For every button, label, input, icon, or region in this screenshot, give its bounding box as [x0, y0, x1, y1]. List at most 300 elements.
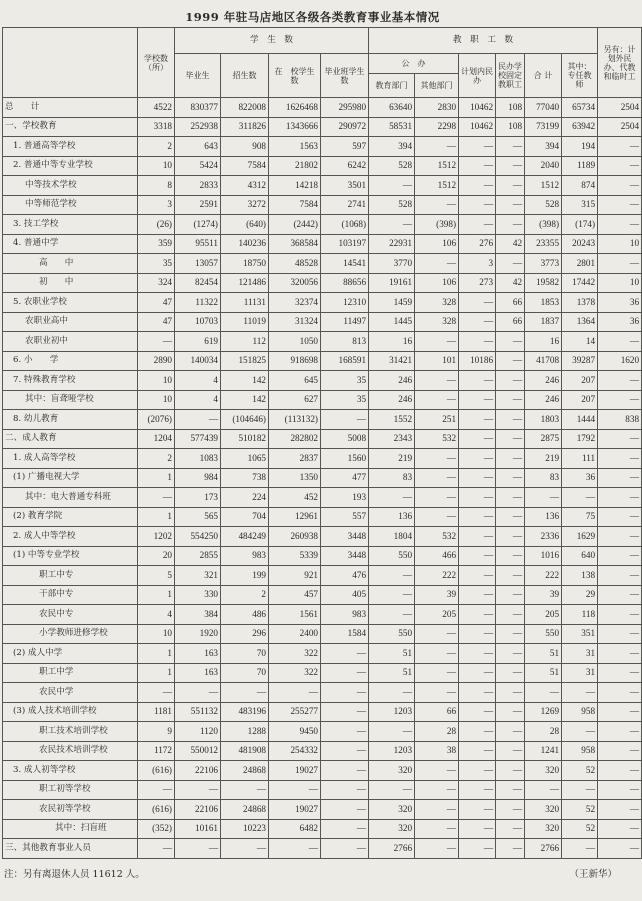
- table-cell: —: [459, 176, 496, 196]
- table-cell: 246: [369, 371, 415, 391]
- table-cell: 246: [525, 390, 562, 410]
- table-cell: —: [598, 371, 642, 391]
- table-row: [3, 819, 642, 839]
- table-cell: —: [562, 683, 598, 703]
- table-cell: 205: [415, 605, 459, 625]
- table-cell: 2298: [415, 117, 459, 137]
- table-row: [3, 215, 642, 235]
- table-cell: —: [525, 780, 562, 800]
- row-label: (1) 广播电视大学: [3, 468, 138, 488]
- table-cell: 921: [269, 566, 321, 586]
- table-cell: —: [459, 215, 496, 235]
- table-cell: 1445: [369, 312, 415, 332]
- table-cell: 7584: [221, 156, 269, 176]
- table-cell: 101: [415, 351, 459, 371]
- table-cell: 6482: [269, 819, 321, 839]
- table-cell: —: [496, 761, 525, 781]
- table-cell: —: [138, 332, 175, 352]
- table-cell: 1203: [369, 702, 415, 722]
- row-label: 1. 成人高等学校: [3, 449, 138, 469]
- table-cell: 1459: [369, 293, 415, 313]
- table-cell: —: [369, 683, 415, 703]
- table-cell: 255277: [269, 702, 321, 722]
- table-cell: —: [598, 585, 642, 605]
- table-cell: —: [598, 254, 642, 274]
- table-cell: 2833: [175, 176, 221, 196]
- table-cell: 1083: [175, 449, 221, 469]
- table-cell: 918698: [269, 351, 321, 371]
- table-cell: 108: [496, 98, 525, 118]
- table-cell: 984: [175, 468, 221, 488]
- table-cell: 1202: [138, 527, 175, 547]
- table-cell: 1016: [525, 546, 562, 566]
- table-cell: 118: [562, 605, 598, 625]
- table-cell: 1269: [525, 702, 562, 722]
- table-cell: 42: [496, 234, 525, 254]
- table-cell: 1: [138, 507, 175, 527]
- table-row: [3, 722, 642, 742]
- table-cell: 328: [415, 312, 459, 332]
- table-cell: —: [459, 137, 496, 157]
- table-cell: 2343: [369, 429, 415, 449]
- table-cell: 3448: [321, 527, 369, 547]
- table-cell: —: [321, 761, 369, 781]
- table-cell: —: [496, 332, 525, 352]
- table-cell: 70: [221, 663, 269, 683]
- row-label: 农职业初中: [3, 332, 138, 352]
- table-row: [3, 410, 642, 430]
- table-cell: 28: [415, 722, 459, 742]
- table-cell: 251: [415, 410, 459, 430]
- table-cell: 321: [175, 566, 221, 586]
- table-cell: —: [459, 800, 496, 820]
- table-cell: 3: [138, 195, 175, 215]
- table-cell: —: [459, 722, 496, 742]
- table-cell: —: [369, 215, 415, 235]
- table-cell: 7584: [269, 195, 321, 215]
- table-cell: 322: [269, 663, 321, 683]
- fulltime-header: 其中：专任教师: [562, 54, 598, 98]
- table-cell: 1552: [369, 410, 415, 430]
- table-cell: —: [598, 780, 642, 800]
- row-label: 总 计: [3, 98, 138, 118]
- table-cell: —: [459, 702, 496, 722]
- table-cell: 405: [321, 585, 369, 605]
- table-cell: 394: [525, 137, 562, 157]
- row-label: 高 中: [3, 254, 138, 274]
- table-cell: —: [138, 839, 175, 859]
- table-cell: 3272: [221, 195, 269, 215]
- table-cell: 142: [221, 371, 269, 391]
- table-cell: —: [459, 644, 496, 664]
- table-cell: —: [459, 624, 496, 644]
- table-cell: (616): [138, 761, 175, 781]
- row-label: 6. 小 学: [3, 351, 138, 371]
- table-row: [3, 546, 642, 566]
- row-label: 职工初等学校: [3, 780, 138, 800]
- row-label: 职工中专: [3, 566, 138, 586]
- table-cell: 4312: [221, 176, 269, 196]
- table-cell: 35: [138, 254, 175, 274]
- schools-header: 学校数（所）: [138, 28, 175, 98]
- table-row: [3, 663, 642, 683]
- table-cell: —: [459, 410, 496, 430]
- table-row: [3, 839, 642, 859]
- table-cell: 320: [369, 800, 415, 820]
- table-row: [3, 527, 642, 547]
- row-label: 初 中: [3, 273, 138, 293]
- table-cell: 9450: [269, 722, 321, 742]
- table-cell: 52: [562, 761, 598, 781]
- table-cell: 483196: [221, 702, 269, 722]
- table-cell: 10: [138, 390, 175, 410]
- table-cell: 359: [138, 234, 175, 254]
- table-cell: 111: [562, 449, 598, 469]
- table-cell: 31421: [369, 351, 415, 371]
- table-cell: 2336: [525, 527, 562, 547]
- table-cell: 10462: [459, 98, 496, 118]
- row-label: 2. 普通中等专业学校: [3, 156, 138, 176]
- table-cell: —: [598, 702, 642, 722]
- table-cell: —: [496, 702, 525, 722]
- table-cell: —: [562, 722, 598, 742]
- table-cell: 3770: [369, 254, 415, 274]
- table-cell: 20243: [562, 234, 598, 254]
- table-cell: 254332: [269, 741, 321, 761]
- table-cell: 477: [321, 468, 369, 488]
- table-cell: —: [496, 722, 525, 742]
- label-header: [3, 28, 138, 98]
- table-cell: 1620: [598, 351, 642, 371]
- table-cell: 2830: [415, 98, 459, 118]
- row-label: 干部中专: [3, 585, 138, 605]
- table-cell: 2: [221, 585, 269, 605]
- table-cell: 2400: [269, 624, 321, 644]
- table-cell: 193: [321, 488, 369, 508]
- table-cell: 22931: [369, 234, 415, 254]
- table-cell: (398): [525, 215, 562, 235]
- table-cell: 1241: [525, 741, 562, 761]
- row-label: 农民中专: [3, 605, 138, 625]
- table-cell: —: [321, 702, 369, 722]
- table-cell: 1561: [269, 605, 321, 625]
- table-cell: —: [459, 605, 496, 625]
- table-cell: 10703: [175, 312, 221, 332]
- table-cell: 36: [562, 468, 598, 488]
- table-cell: —: [321, 663, 369, 683]
- table-cell: —: [598, 819, 642, 839]
- planned-private-header: 计划内民 办: [459, 54, 496, 98]
- table-cell: —: [175, 683, 221, 703]
- table-cell: 41708: [525, 351, 562, 371]
- row-label: 一、学校教育: [3, 117, 138, 137]
- row-label: 农民初等学校: [3, 800, 138, 820]
- table-cell: 11019: [221, 312, 269, 332]
- table-row: [3, 741, 642, 761]
- table-cell: 2875: [525, 429, 562, 449]
- table-cell: —: [496, 566, 525, 586]
- table-cell: 88656: [321, 273, 369, 293]
- table-cell: 20: [138, 546, 175, 566]
- table-cell: 643: [175, 137, 221, 157]
- table-cell: —: [369, 780, 415, 800]
- table-cell: —: [496, 195, 525, 215]
- table-cell: 3501: [321, 176, 369, 196]
- table-cell: 51: [525, 644, 562, 664]
- table-cell: —: [598, 624, 642, 644]
- table-cell: (1274): [175, 215, 221, 235]
- table-cell: (616): [138, 800, 175, 820]
- table-cell: 52: [562, 800, 598, 820]
- table-cell: 311826: [221, 117, 269, 137]
- table-cell: 2040: [525, 156, 562, 176]
- table-cell: —: [415, 254, 459, 274]
- table-cell: —: [415, 819, 459, 839]
- table-cell: 874: [562, 176, 598, 196]
- table-cell: 9: [138, 722, 175, 742]
- table-cell: —: [496, 254, 525, 274]
- table-cell: —: [415, 780, 459, 800]
- table-row: [3, 273, 642, 293]
- table-cell: 207: [562, 390, 598, 410]
- students-header: 学 生 数: [175, 28, 369, 54]
- table-cell: 1512: [415, 156, 459, 176]
- table-cell: 273: [459, 273, 496, 293]
- table-cell: 63942: [562, 117, 598, 137]
- table-cell: 222: [415, 566, 459, 586]
- table-cell: 1203: [369, 741, 415, 761]
- table-cell: 2591: [175, 195, 221, 215]
- table-cell: (352): [138, 819, 175, 839]
- table-cell: —: [496, 624, 525, 644]
- table-cell: —: [459, 683, 496, 703]
- table-cell: 1803: [525, 410, 562, 430]
- table-cell: —: [415, 663, 459, 683]
- table-cell: —: [459, 819, 496, 839]
- table-cell: —: [459, 741, 496, 761]
- table-cell: —: [496, 410, 525, 430]
- table-cell: —: [369, 488, 415, 508]
- table-cell: 484249: [221, 527, 269, 547]
- table-cell: 168591: [321, 351, 369, 371]
- other-dept-header: 其他部门: [415, 74, 459, 98]
- table-cell: 1: [138, 585, 175, 605]
- row-label: 职工中学: [3, 663, 138, 683]
- table-cell: —: [321, 741, 369, 761]
- table-cell: 1: [138, 468, 175, 488]
- table-cell: —: [496, 390, 525, 410]
- table-cell: —: [598, 722, 642, 742]
- table-row: [3, 488, 642, 508]
- table-cell: 70: [221, 644, 269, 664]
- table-cell: —: [138, 488, 175, 508]
- table-cell: 10186: [459, 351, 496, 371]
- table-cell: —: [598, 507, 642, 527]
- edu-dept-header: 教育部门: [369, 74, 415, 98]
- table-cell: —: [321, 410, 369, 430]
- table-row: [3, 351, 642, 371]
- table-cell: 554250: [175, 527, 221, 547]
- row-label: 中等技术学校: [3, 176, 138, 196]
- table-cell: 22106: [175, 761, 221, 781]
- table-cell: 207: [562, 371, 598, 391]
- table-cell: —: [321, 819, 369, 839]
- table-cell: 219: [369, 449, 415, 469]
- table-row: [3, 761, 642, 781]
- table-cell: 295980: [321, 98, 369, 118]
- table-cell: 1172: [138, 741, 175, 761]
- table-row: [3, 429, 642, 449]
- table-cell: 2766: [525, 839, 562, 859]
- table-row: [3, 371, 642, 391]
- table-cell: 10: [598, 234, 642, 254]
- table-cell: 1204: [138, 429, 175, 449]
- row-label: 8. 幼儿教育: [3, 410, 138, 430]
- table-cell: 10: [138, 371, 175, 391]
- table-cell: 315: [562, 195, 598, 215]
- table-cell: 384: [175, 605, 221, 625]
- table-cell: —: [415, 371, 459, 391]
- table-cell: —: [598, 195, 642, 215]
- table-cell: —: [598, 156, 642, 176]
- table-cell: —: [562, 488, 598, 508]
- table-cell: —: [321, 800, 369, 820]
- table-cell: 121486: [221, 273, 269, 293]
- table-cell: —: [496, 800, 525, 820]
- table-cell: —: [496, 468, 525, 488]
- table-cell: 23355: [525, 234, 562, 254]
- table-row: [3, 156, 642, 176]
- table-cell: 2890: [138, 351, 175, 371]
- table-cell: 32374: [269, 293, 321, 313]
- table-cell: 75: [562, 507, 598, 527]
- table-cell: 532: [415, 429, 459, 449]
- table-cell: —: [459, 566, 496, 586]
- table-cell: —: [598, 527, 642, 547]
- table-cell: 35: [321, 390, 369, 410]
- table-cell: (2442): [269, 215, 321, 235]
- table-cell: —: [321, 780, 369, 800]
- grad-class-header: 毕业班学生数: [321, 54, 369, 98]
- table-cell: —: [459, 663, 496, 683]
- table-cell: —: [598, 429, 642, 449]
- table-cell: 3318: [138, 117, 175, 137]
- table-cell: —: [598, 800, 642, 820]
- table-cell: —: [415, 137, 459, 157]
- table-cell: —: [598, 390, 642, 410]
- table-cell: 1626468: [269, 98, 321, 118]
- table-cell: 10223: [221, 819, 269, 839]
- table-cell: 4: [138, 605, 175, 625]
- table-cell: 24868: [221, 761, 269, 781]
- table-cell: 1560: [321, 449, 369, 469]
- table-cell: 14218: [269, 176, 321, 196]
- row-label: 其中：电大普通专科班: [3, 488, 138, 508]
- table-cell: —: [459, 371, 496, 391]
- table-cell: 140034: [175, 351, 221, 371]
- table-cell: 1343666: [269, 117, 321, 137]
- other-header: 另有：计划外民办、代教和临时工: [598, 28, 642, 98]
- table-cell: —: [598, 741, 642, 761]
- row-label: 农民技术培训学校: [3, 741, 138, 761]
- table-cell: 1853: [525, 293, 562, 313]
- table-cell: 10: [138, 624, 175, 644]
- row-label: 3. 成人初等学校: [3, 761, 138, 781]
- table-cell: 51: [369, 663, 415, 683]
- table-row: [3, 780, 642, 800]
- row-label: 7. 特殊教育学校: [3, 371, 138, 391]
- table-cell: 8: [138, 176, 175, 196]
- table-cell: 328: [415, 293, 459, 313]
- staff-total-header: 合 计: [525, 54, 562, 98]
- table-cell: 163: [175, 663, 221, 683]
- table-cell: 95511: [175, 234, 221, 254]
- row-label: (2) 教育学院: [3, 507, 138, 527]
- table-cell: —: [496, 429, 525, 449]
- table-cell: 550: [369, 546, 415, 566]
- table-cell: 330: [175, 585, 221, 605]
- table-cell: —: [415, 624, 459, 644]
- table-cell: 510182: [221, 429, 269, 449]
- table-cell: —: [369, 605, 415, 625]
- table-cell: 13057: [175, 254, 221, 274]
- table-cell: —: [415, 390, 459, 410]
- table-cell: —: [496, 605, 525, 625]
- table-cell: 106: [415, 234, 459, 254]
- table-cell: —: [369, 176, 415, 196]
- table-cell: —: [496, 527, 525, 547]
- table-cell: 476: [321, 566, 369, 586]
- table-cell: —: [598, 605, 642, 625]
- table-cell: 52: [562, 819, 598, 839]
- table-cell: 173: [175, 488, 221, 508]
- table-cell: —: [496, 351, 525, 371]
- table-cell: —: [496, 546, 525, 566]
- table-cell: —: [496, 137, 525, 157]
- table-cell: —: [525, 683, 562, 703]
- table-cell: 5424: [175, 156, 221, 176]
- table-cell: 550: [369, 624, 415, 644]
- table-cell: 224: [221, 488, 269, 508]
- private-fixed-header: 民办学校固定教职工: [496, 54, 525, 98]
- table-cell: —: [598, 488, 642, 508]
- table-cell: 1920: [175, 624, 221, 644]
- table-cell: —: [415, 488, 459, 508]
- table-cell: 219: [525, 449, 562, 469]
- row-label: 三、其他教育事业人员: [3, 839, 138, 859]
- table-row: [3, 195, 642, 215]
- table-cell: —: [598, 332, 642, 352]
- table-cell: 260938: [269, 527, 321, 547]
- table-cell: 320: [525, 761, 562, 781]
- table-cell: —: [459, 527, 496, 547]
- table-cell: —: [415, 839, 459, 859]
- row-label: 农职业高中: [3, 312, 138, 332]
- table-cell: —: [496, 780, 525, 800]
- table-cell: 3: [459, 254, 496, 274]
- table-cell: 738: [221, 468, 269, 488]
- table-cell: 205: [525, 605, 562, 625]
- table-cell: 138: [562, 566, 598, 586]
- table-cell: —: [321, 683, 369, 703]
- table-cell: 28: [525, 722, 562, 742]
- table-cell: 2855: [175, 546, 221, 566]
- table-cell: 31: [562, 644, 598, 664]
- table-cell: —: [459, 449, 496, 469]
- author: （王新华）: [569, 869, 617, 880]
- table-cell: —: [598, 644, 642, 664]
- table-cell: 557: [321, 507, 369, 527]
